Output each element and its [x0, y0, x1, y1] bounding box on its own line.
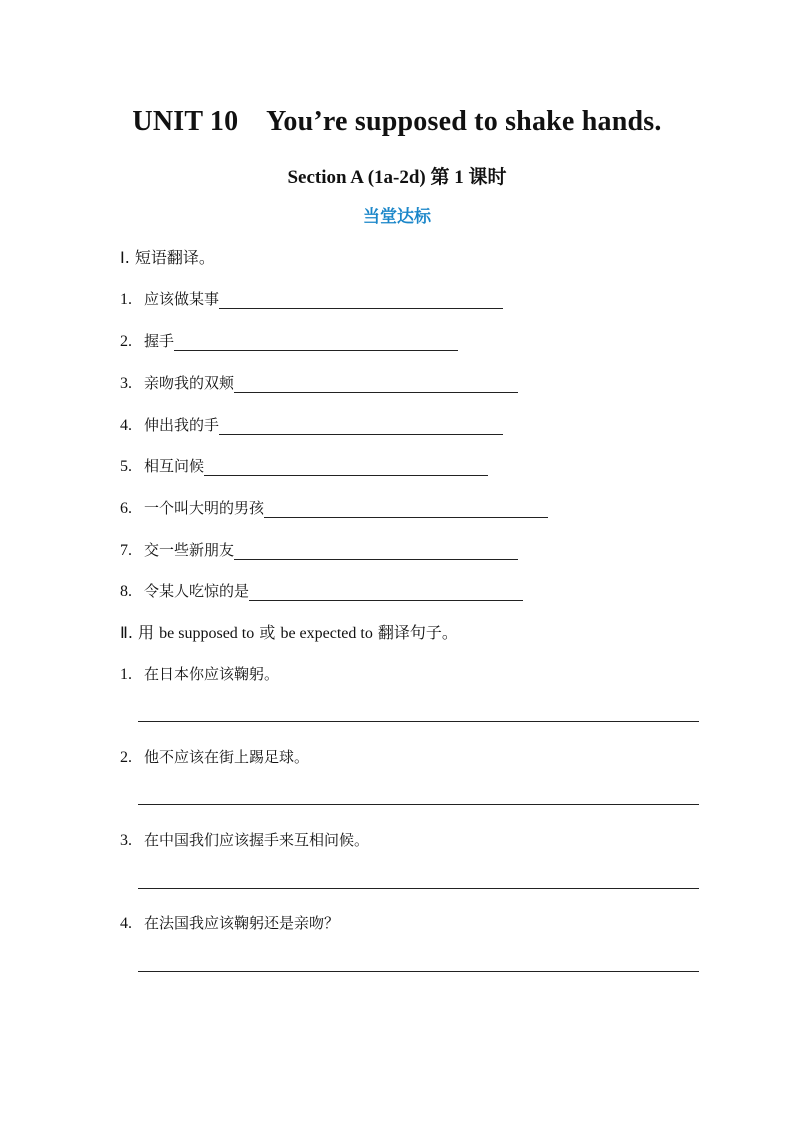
answer-line[interactable]: [138, 721, 699, 722]
sentence-item-4: [120, 909, 339, 933]
heading-prefix: Ⅱ. 用: [120, 623, 160, 642]
phrase-item-5: [120, 452, 488, 476]
item-text: 一个叫大明的男孩: [144, 499, 265, 517]
item-number: 4.: [120, 915, 132, 932]
item-number: 5.: [120, 458, 132, 475]
phrase-item-1: [120, 285, 503, 309]
sentence-item-2: [120, 743, 309, 767]
phrase-item-4: [120, 411, 503, 435]
phrase-item-8: [120, 577, 523, 601]
section-subtitle: Section A (1a-2d) 第 1 课时: [287, 167, 507, 188]
item-text: 在日本你应该鞠躬。: [144, 665, 280, 683]
answer-blank[interactable]: [219, 416, 503, 435]
item-text: 在中国我们应该握手来互相问候。: [144, 831, 370, 849]
exercise-tag: 当堂达标: [363, 207, 431, 226]
phrase-item-2: [120, 327, 458, 351]
item-number: 3.: [120, 832, 132, 849]
answer-line[interactable]: [138, 888, 699, 889]
answer-blank[interactable]: [249, 582, 523, 601]
heading-phrase-1: be supposed to: [159, 625, 255, 642]
part2-heading: [120, 620, 458, 643]
item-number: 2.: [120, 333, 132, 350]
phrase-item-6: [120, 494, 548, 518]
item-text: 伸出我的手: [144, 416, 220, 434]
item-number: 7.: [120, 542, 132, 559]
answer-blank[interactable]: [219, 290, 503, 309]
answer-line[interactable]: [138, 804, 699, 805]
item-text: 相互问候: [144, 457, 205, 475]
page-title: UNIT 10 You’re supposed to shake hands.: [132, 106, 662, 137]
item-number: 3.: [120, 375, 132, 392]
part1-heading: Ⅰ. 短语翻译。: [120, 248, 215, 267]
item-text: 握手: [144, 332, 175, 350]
answer-blank[interactable]: [234, 374, 518, 393]
sentence-item-1: [120, 660, 279, 684]
phrase-item-3: [120, 369, 518, 393]
item-number: 2.: [120, 749, 132, 766]
item-text: 在法国我应该鞠躬还是亲吻？: [144, 914, 340, 932]
phrase-item-7: [120, 536, 518, 560]
sentence-item-3: [120, 826, 369, 850]
item-number: 6.: [120, 500, 132, 517]
item-number: 8.: [120, 583, 132, 600]
item-text: 他不应该在街上踢足球。: [144, 748, 310, 766]
item-text: 应该做某事: [144, 290, 220, 308]
item-number: 4.: [120, 417, 132, 434]
answer-blank[interactable]: [264, 499, 548, 518]
heading-mid: 或: [254, 623, 281, 642]
answer-line[interactable]: [138, 971, 699, 972]
item-number: 1.: [120, 666, 132, 683]
heading-suffix: 翻译句子。: [372, 623, 458, 642]
answer-blank[interactable]: [204, 457, 488, 476]
item-text: 令某人吃惊的是: [144, 582, 250, 600]
item-text: 交一些新朋友: [144, 541, 235, 559]
item-number: 1.: [120, 291, 132, 308]
answer-blank[interactable]: [174, 332, 458, 351]
item-text: 亲吻我的双颊: [144, 374, 235, 392]
answer-blank[interactable]: [234, 541, 518, 560]
heading-phrase-2: be expected to: [280, 625, 373, 642]
